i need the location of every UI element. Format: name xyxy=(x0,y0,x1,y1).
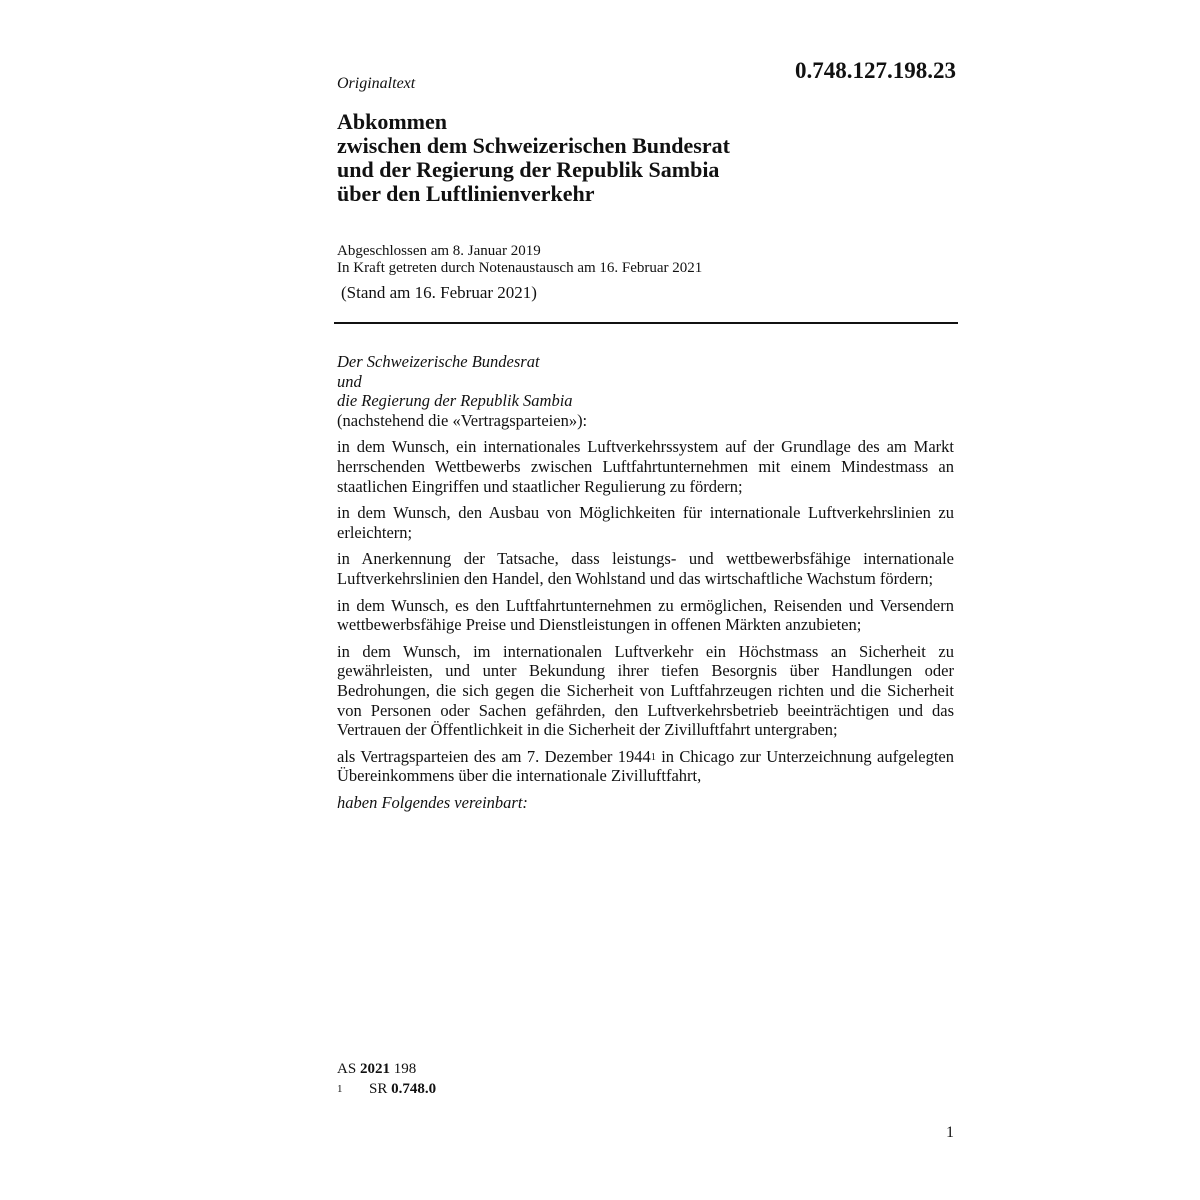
party-line: und xyxy=(337,371,362,391)
document-title xyxy=(337,110,730,206)
title-line: und der Regierung der Republik Sambia xyxy=(337,157,720,182)
preamble-paragraph: in Anerkennung der Tatsache, dass leistungs- und wettbewerbsfähige internationale Luftverkehrslinien den Handel, den Wohlstand und das wirtschaftliche Wachstum fördern; xyxy=(337,549,954,588)
chicago-text-end: in Chicago zur Unterzeichnung aufgelegten Übereinkommens über die internationale Zivilluftfahrt, xyxy=(337,746,954,786)
preamble-paragraph: in dem Wunsch, es den Luftfahrtunternehmen zu ermöglichen, Reisenden und Versendern wettbewerbsfähige Preise und Dienstleistungen in offenen Märkten anzubieten; xyxy=(337,595,954,635)
footer-notes xyxy=(337,1059,436,1099)
footnote-prefix: SR xyxy=(369,1081,392,1097)
page-number: 1 xyxy=(946,1124,954,1141)
in-force-date: In Kraft getreten durch Notenaustausch am 16. Februar 2021 xyxy=(337,260,703,276)
preamble-paragraph: in dem Wunsch, im internationalen Luftverkehr ein Höchstmass an Sicherheit zu gewährleisten, und unter Bekundung ihrer tiefen Besorgnis über Handlungen oder Bedrohungen, die sich gegen die Sicherheit von Luftfahrzeugen richten und die Sicherheit von Personen oder Sachen gefährden, den Luftverkehrsbetrieb beeinträchtigen und das Vertrauen der Öffentlichkeit in die Sicherheit der Zivilluftfahrt untergraben; xyxy=(337,641,954,740)
as-prefix: AS xyxy=(337,1061,360,1077)
title-line: über den Luftlinienverkehr xyxy=(337,181,595,206)
original-text-label: Originaltext xyxy=(337,75,416,92)
as-reference xyxy=(337,1059,436,1079)
title-line: zwischen dem Schweizerischen Bundesrat xyxy=(337,133,730,158)
footnote-ref: 0.748.0 xyxy=(391,1081,437,1097)
concluded-date: Abgeschlossen am 8. Januar 2019 xyxy=(337,243,541,259)
footnote-marker[interactable]: 1 xyxy=(650,751,656,763)
chicago-text-start: als Vertragsparteien des am 7. Dezember 1944 xyxy=(337,746,651,766)
party-line: die Regierung der Republik Sambia xyxy=(337,391,573,411)
as-year: 2021 xyxy=(359,1061,390,1077)
preamble-paragraph: in dem Wunsch, den Ausbau von Möglichkeiten für internationale Luftverkehrslinien zu erleichtern; xyxy=(337,503,954,542)
sr-number: 0.748.127.198.23 xyxy=(795,58,956,83)
parties-note: (nachstehend die «Vertragsparteien»): xyxy=(337,410,588,430)
as-page: 198 xyxy=(389,1061,417,1077)
status-date: (Stand am 16. Februar 2021) xyxy=(341,283,537,302)
footnote-number: 1 xyxy=(337,1083,343,1095)
footnote xyxy=(337,1079,436,1099)
header-divider xyxy=(334,322,958,324)
agreement-line: haben Folgendes vereinbart: xyxy=(337,792,528,812)
dates-block xyxy=(337,243,702,277)
chicago-paragraph xyxy=(337,747,954,786)
preamble-paragraph: in dem Wunsch, ein internationales Luftverkehrssystem auf der Grundlage des am Markt herrschenden Wettbewerbs zwischen Luftfahrtunternehmen mit einem Mindestmass an staatlichen Eingriffen und staatlicher Regulierung zu fördern; xyxy=(337,437,954,496)
preamble xyxy=(337,352,954,812)
party-line: Der Schweizerische Bundesrat xyxy=(337,352,540,371)
title-line: Abkommen xyxy=(337,109,448,134)
